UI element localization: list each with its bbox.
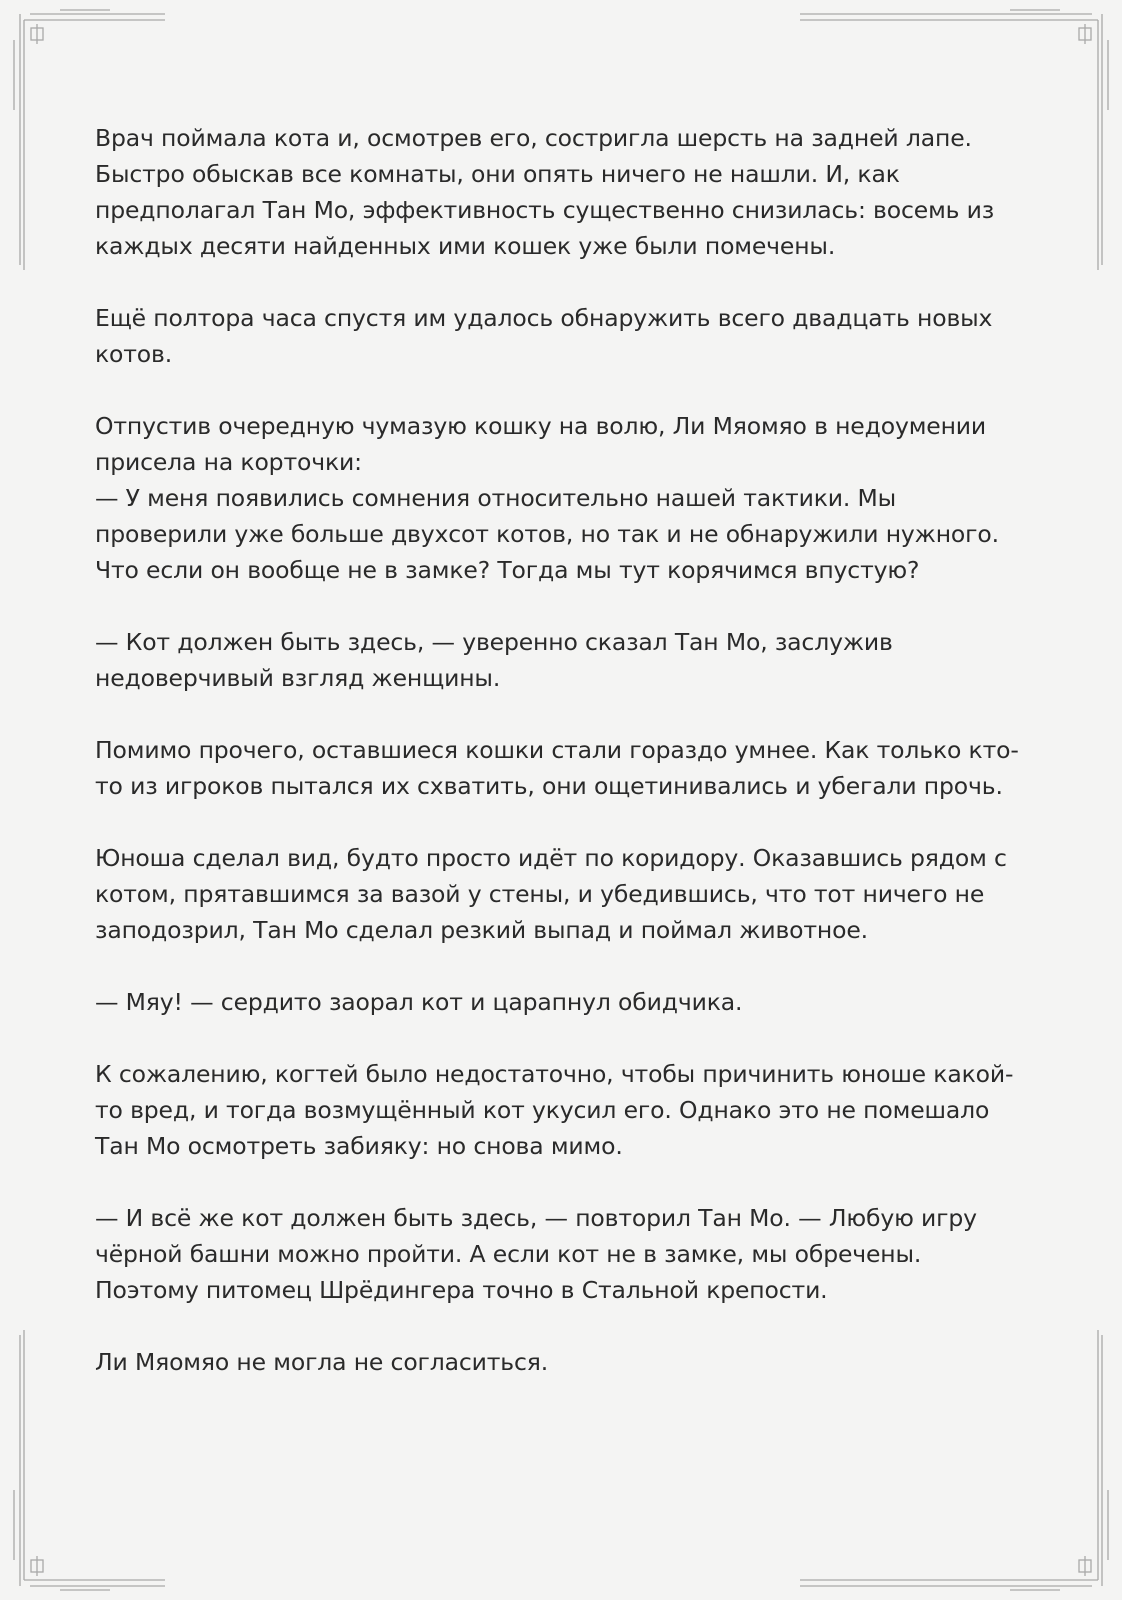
text-line: котом, прятавшимся за вазой у стены, и убедившись, что тот ничего не <box>95 880 985 908</box>
text-line: Отпустив очередную чумазую кошку на волю, Ли Мяомяо в недоумении <box>95 412 987 440</box>
text-line: предполагал Тан Мо, эффективность существенно снизилась: восемь из <box>95 196 995 224</box>
paragraph <box>95 120 1015 264</box>
chapter-text <box>95 120 1019 1416</box>
text-line: Быстро обыскав все комнаты, они опять ничего не нашли. И, как <box>95 160 900 188</box>
text-line: заподозрил, Тан Мо сделал резкий выпад и поймал животное. <box>95 916 868 944</box>
paragraph <box>95 840 1015 948</box>
text-line: — И всё же кот должен быть здесь, — повторил Тан Мо. — Любую игру <box>95 1204 977 1232</box>
text-line: К сожалению, когтей было недостаточно, чтобы причинить юноше какой- <box>95 1060 1014 1088</box>
text-line: котов. <box>95 340 173 368</box>
text-line: присела на корточки: <box>95 448 362 476</box>
text-line: Помимо прочего, оставшиеся кошки стали гораздо умнее. Как только кто- <box>95 736 1019 764</box>
paragraph <box>95 300 1015 372</box>
text-line: недоверчивый взгляд женщины. <box>95 664 501 692</box>
text-line: Что если он вообще не в замке? Тогда мы тут корячимся впустую? <box>95 556 920 584</box>
paragraph <box>95 624 1015 696</box>
text-line: Врач поймала кота и, осмотрев его, состригла шерсть на задней лапе. <box>95 124 972 152</box>
text-line: — Кот должен быть здесь, — уверенно сказал Тан Мо, заслужив <box>95 628 893 656</box>
text-line: чёрной башни можно пройти. А если кот не в замке, мы обречены. <box>95 1240 922 1268</box>
paragraph <box>95 408 1015 588</box>
text-line: Поэтому питомец Шрёдингера точно в Стальной крепости. <box>95 1276 828 1304</box>
text-line: — У меня появились сомнения относительно нашей тактики. Мы <box>95 484 897 512</box>
paragraph <box>95 1056 1015 1164</box>
text-line: Юноша сделал вид, будто просто идёт по коридору. Оказавшись рядом с <box>95 844 1007 872</box>
paragraph <box>95 732 1019 804</box>
paragraph <box>95 1344 1015 1380</box>
text-line: Тан Мо осмотреть забияку: но снова мимо. <box>95 1132 623 1160</box>
text-line: то вред, и тогда возмущённый кот укусил его. Однако это не помешало <box>95 1096 990 1124</box>
text-line: Ли Мяомяо не могла не согласиться. <box>95 1348 549 1376</box>
text-line: — Мяу! — сердито заорал кот и царапнул обидчика. <box>95 988 743 1016</box>
text-line: то из игроков пытался их схватить, они ощетинивались и убегали прочь. <box>95 772 1003 800</box>
text-line: проверили уже больше двухсот котов, но так и не обнаружили нужного. <box>95 520 999 548</box>
paragraph <box>95 984 1015 1020</box>
paragraph <box>95 1200 1015 1308</box>
text-line: каждых десяти найденных ими кошек уже были помечены. <box>95 232 836 260</box>
text-line: Ещё полтора часа спустя им удалось обнаружить всего двадцать новых <box>95 304 993 332</box>
